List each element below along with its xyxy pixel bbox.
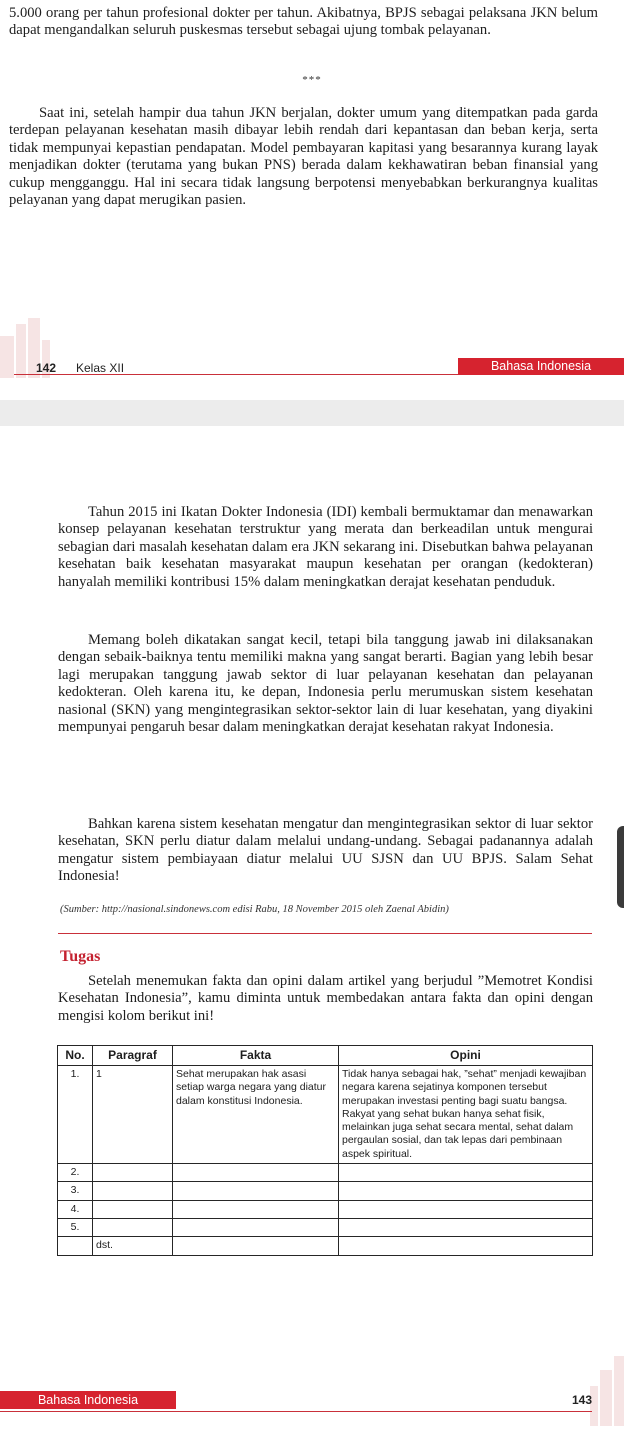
header-fakta: Fakta: [173, 1046, 339, 1066]
row-paragraf[interactable]: [93, 1218, 173, 1236]
row-fakta[interactable]: [173, 1164, 339, 1182]
tugas-instructions: Setelah menemukan fakta dan opini dalam artikel yang berjudul ”Memotret Kondisi Kesehatan Indonesia”, kamu diminta untuk membedakan antara fakta dan opini dengan mengisi kolom berikut ini!: [58, 973, 593, 1024]
table-header-row: [58, 1046, 593, 1066]
table-row: [58, 1200, 593, 1218]
table-row: [58, 1182, 593, 1200]
row-opini[interactable]: [339, 1200, 593, 1218]
row-opini: Tidak hanya sebagai hak, ”sehat” menjadi kewajiban negara karena sejatinya komponen tersebut merupakan investasi penting bagi suatu bangsa. Rakyat yang sehat bukan hanya sehat fisik, melainkan juga sehat secara mental, sehat dalam pergaulan sosial, dan tak lepas dari pembinaan aspek spiritual.: [339, 1066, 593, 1164]
subject-tab: Bahasa Indonesia: [458, 358, 624, 375]
row-opini[interactable]: [339, 1182, 593, 1200]
row-paragraf[interactable]: [93, 1200, 173, 1218]
row-no: 1.: [58, 1066, 93, 1164]
header-no: No.: [58, 1046, 93, 1066]
header-paragraf: Paragraf: [93, 1046, 173, 1066]
row-fakta[interactable]: [173, 1237, 339, 1255]
footer-rule: [0, 1411, 592, 1412]
row-no: 5.: [58, 1218, 93, 1236]
page-143: [0, 426, 624, 1429]
tugas-heading: Tugas: [60, 948, 101, 965]
row-fakta[interactable]: [173, 1200, 339, 1218]
row-opini[interactable]: [339, 1164, 593, 1182]
paragraph-responsibility: Memang boleh dikatakan sangat kecil, tetapi bila tanggung jawab ini dilaksanakan dengan sebaik-baiknya tentu memiliki makna yang sangat berarti. Bagian yang lebih besar lagi merupakan tanggung jawab sektor di luar pelayanan kesehatan dan pelayanan kedokteran. Oleh karena itu, ke depan, Indonesia perlu merumuskan sistem kesehatan nasional (SKN) yang mengintegrasikan sektor-sektor lain di luar kesehatan, yang diyakini mempunyai pengaruh besar dalam meningkatkan derajat kesehatan rakyat Indonesia.: [58, 632, 593, 736]
paragraph-doctor-payment: Saat ini, setelah hampir dua tahun JKN berjalan, dokter umum yang ditempatkan pada garda terdepan pelayanan kesehatan masih dibayar lebih rendah dari kepantasan dan beban kerja, serta tidak mempunyai kepastian pendapatan. Model pembayaran kapitasi yang besarannya kurang layak menjadikan dokter (terutama yang bukan PNS) berada dalam kekhawatiran beban finansial yang cukup mengganggu. Hal ini secara tidak langsung berpotensi menyebabkan berkurangnya kualitas pelayanan yang dapat merugikan pasien.: [9, 105, 598, 209]
section-rule: [58, 933, 592, 934]
paragraph-idi-muktamar: Tahun 2015 ini Ikatan Dokter Indonesia (IDI) kembali bermuktamar dan menawarkan konsep pelayanan kesehatan terstruktur yang merata dan berkeadilan untuk mengurai sebagian dari masalah kesehatan dalam era JKN sekarang ini. Disebutkan bahwa pelayanan kesehatan baik kesehatan masyarakat maupun kesehatan per orangan (kedokteran) hanyalah memiliki kontribusi 15% dalam meningkatkan derajat kesehatan penduduk.: [58, 504, 593, 590]
table-row: [58, 1218, 593, 1236]
table-row: [58, 1164, 593, 1182]
row-opini[interactable]: [339, 1218, 593, 1236]
section-separator: ***: [302, 74, 322, 86]
decorative-blocks: [584, 1356, 624, 1426]
row-fakta: Sehat merupakan hak asasi setiap warga negara yang diatur dalam konstitusi Indonesia.: [173, 1066, 339, 1164]
row-no: 3.: [58, 1182, 93, 1200]
subject-tab: Bahasa Indonesia: [0, 1391, 176, 1409]
row-no: 2.: [58, 1164, 93, 1182]
row-no: [58, 1237, 93, 1255]
side-bookmark-tab: [617, 826, 624, 908]
header-opini: Opini: [339, 1046, 593, 1066]
table-row: [58, 1066, 593, 1164]
source-citation: (Sumber: http://nasional.sindonews.com edisi Rabu, 18 November 2015 oleh Zaenal Abidin): [60, 904, 449, 915]
row-fakta[interactable]: [173, 1182, 339, 1200]
fact-opinion-table: [57, 1045, 593, 1256]
table-row: [58, 1237, 593, 1255]
paragraph-skn-law: Bahkan karena sistem kesehatan mengatur dan mengintegrasikan sektor di luar sektor kesehatan, SKN perlu diatur dalam melalui undang-undang. Sebagai padanannya adalah mengatur sistem pembiayaan diatur melalui UU SJSN dan UU BPJS. Salam Sehat Indonesia!: [58, 816, 593, 885]
class-label: Kelas XII: [76, 361, 125, 375]
page-number: 142: [36, 361, 57, 375]
page-number: 143: [571, 1393, 592, 1407]
page-gap: [0, 400, 624, 426]
row-fakta[interactable]: [173, 1218, 339, 1236]
row-paragraf[interactable]: [93, 1182, 173, 1200]
row-paragraf: dst.: [93, 1237, 173, 1255]
row-paragraf[interactable]: [93, 1164, 173, 1182]
row-paragraf: 1: [93, 1066, 173, 1164]
row-opini[interactable]: [339, 1237, 593, 1255]
page-142: [0, 0, 624, 400]
continuation-paragraph: 5.000 orang per tahun profesional dokter per tahun. Akibatnya, BPJS sebagai pelaksana JKN belum dapat mengandalkan seluruh puskesmas tersebut sebagai ujung tombak pelayanan.: [9, 5, 598, 39]
row-no: 4.: [58, 1200, 93, 1218]
